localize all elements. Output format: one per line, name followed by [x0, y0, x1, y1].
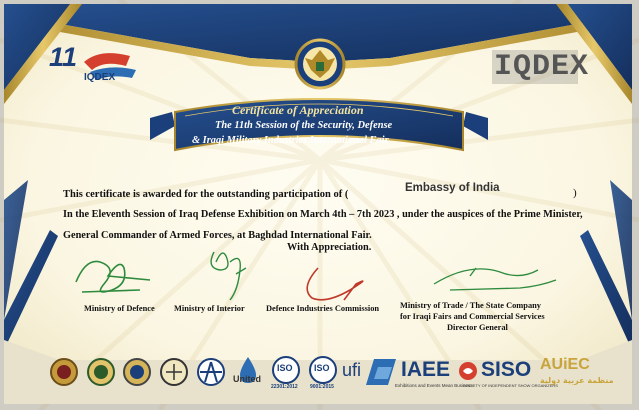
signatory-defence: Ministry of Defence	[84, 304, 155, 313]
seal-icon	[88, 359, 114, 385]
banner-subtitle-line2: & Iraqi Military Industries International Fair	[192, 135, 389, 146]
signatory-trade-line1: Ministry of Trade / The State Company	[400, 301, 541, 310]
signatory-trade-line2: for Iraqi Fairs and Commercial Services	[400, 312, 545, 321]
signatory-trade-line3: Director General	[447, 323, 508, 332]
iso1-label: ISO	[277, 363, 293, 373]
auiec-arabic-text: منظمة عربية دولية	[540, 376, 614, 385]
recipient-close-paren: )	[573, 187, 577, 199]
auiec-logo-text: AUiEC	[540, 356, 590, 373]
ufi-logo-text: ufi	[342, 360, 362, 380]
siso-mark-icon	[459, 362, 477, 380]
iaee-tagline: Exhibitions and Events Mean Business	[395, 383, 473, 388]
iso1-code: 22301:2012	[271, 384, 298, 390]
siso-logo-text: SISO	[481, 358, 532, 381]
recipient-name: Embassy of India	[405, 182, 500, 194]
signatory-industries: Defence Industries Commission	[266, 304, 380, 313]
event-logo-text: IQDEX	[84, 72, 116, 83]
siso-tagline: SOCIETY OF INDEPENDENT SHOW ORGANIZERS	[463, 383, 558, 388]
iso2-code: 9001:2015	[310, 384, 334, 390]
emblem-icon	[198, 359, 224, 385]
banner-subtitle-line1: The 11th Session of the Security, Defense	[215, 120, 393, 131]
signatory-interior: Ministry of Interior	[174, 304, 245, 313]
footer-logos	[0, 345, 639, 405]
iso2-label: ISO	[314, 363, 330, 373]
iaee-logo-text: IAEE	[401, 358, 451, 381]
banner-title: Certificate of Appreciation	[232, 103, 364, 117]
seal-icon	[51, 359, 77, 385]
iaee-mark-icon	[366, 359, 396, 385]
united-logo-text: United	[233, 374, 261, 384]
seal-icon	[124, 359, 150, 385]
closing-text: With Appreciation.	[287, 242, 372, 253]
body-line2: In the Eleventh Session of Iraq Defense Exhibition on March 4th – 7th 2023 , under the auspices of the Prime Minister,	[63, 209, 583, 220]
event-logo-number: 11	[49, 42, 78, 72]
brand-logo-text: IQDEX	[494, 50, 590, 84]
seal-icon	[161, 359, 187, 385]
body-line1: This certificate is awarded for the outstanding participation of (	[63, 189, 349, 200]
body-line3: General Commander of Armed Forces, at Baghdad International Fair.	[63, 230, 372, 241]
